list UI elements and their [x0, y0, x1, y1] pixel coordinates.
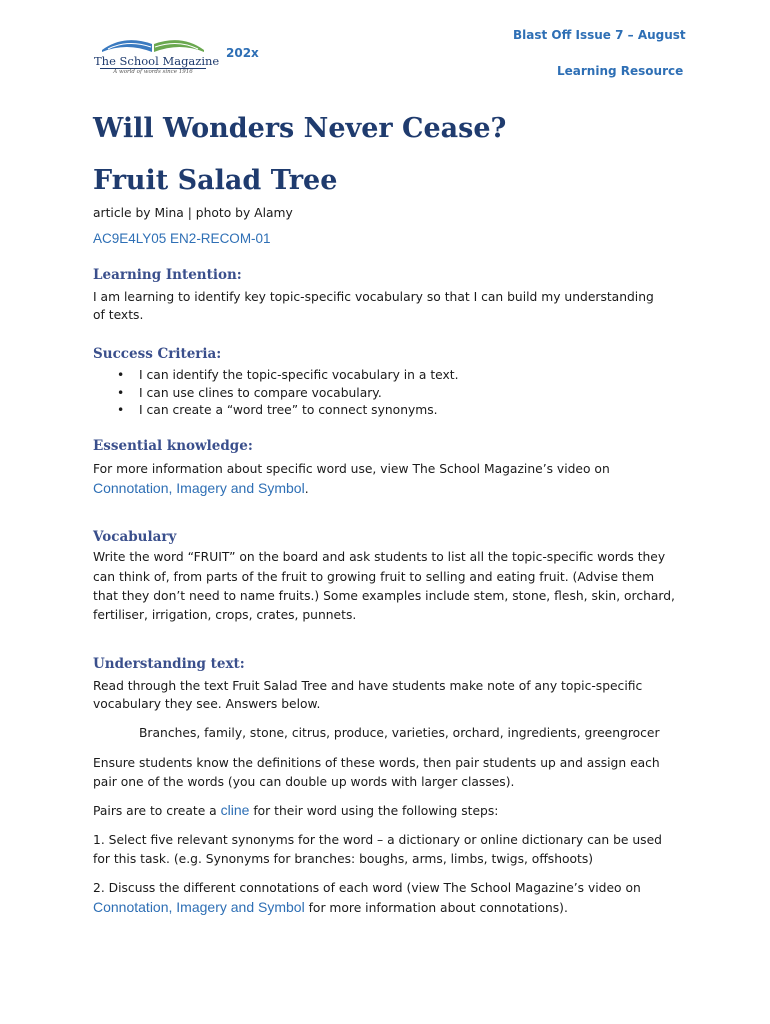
list-item: • I can identify the topic-specific vocabulary in a text.: [93, 367, 459, 385]
learning-intention-line: of texts.: [93, 308, 144, 322]
logo-name: The School Magazine: [94, 54, 220, 68]
video-link[interactable]: Connotation, Imagery and Symbol: [93, 480, 305, 496]
list-item: • I can create a “word tree” to connect synonyms.: [93, 402, 459, 420]
resource-label: Learning Resource: [557, 64, 684, 78]
understanding-intro-line: vocabulary they see. Answers below.: [93, 697, 321, 711]
vocabulary-line: that they don’t need to name fruits.) Some examples include stem, stone, flesh, skin, orchard,: [93, 589, 675, 603]
essential-knowledge-text: For more information about specific word use, view The School Magazine’s video on: [93, 462, 610, 476]
issue-year: 202x: [226, 46, 259, 60]
bullet-icon: •: [117, 385, 125, 400]
article-title: Fruit Salad Tree: [93, 165, 338, 196]
issue-line: Blast Off Issue 7 – August: [513, 28, 686, 42]
step-2-link-line: Connotation, Imagery and Symbol for more information about connotations).: [93, 899, 568, 915]
vocabulary-line: can think of, from parts of the fruit to growing fruit to selling and eating fruit. (Advise them: [93, 570, 655, 584]
learning-intention-line: I am learning to identify key topic-specific vocabulary so that I can build my understanding: [93, 290, 654, 304]
cline-link[interactable]: cline: [220, 802, 250, 818]
answer-words: Branches, family, stone, citrus, produce, varieties, orchard, ingredients, greengrocer: [139, 726, 660, 740]
success-criteria-heading: Success Criteria:: [93, 346, 222, 362]
list-item: • I can use clines to compare vocabulary.: [93, 385, 459, 403]
logo-tagline: A world of words since 1916: [113, 69, 193, 75]
essential-knowledge-link-line: Connotation, Imagery and Symbol.: [93, 480, 309, 496]
understanding-text-heading: Understanding text:: [93, 656, 245, 672]
byline: article by Mina | photo by Alamy: [93, 206, 293, 220]
page-title: Will Wonders Never Cease?: [93, 113, 507, 144]
essential-knowledge-heading: Essential knowledge:: [93, 438, 253, 454]
bullet-icon: •: [117, 368, 125, 382]
open-book-icon: [94, 30, 212, 54]
success-criteria-list: [93, 367, 459, 420]
bullet-icon: •: [117, 403, 125, 417]
ensure-line: Ensure students know the definitions of these words, then pair students up and assign each: [93, 756, 660, 770]
video-link[interactable]: Connotation, Imagery and Symbol: [93, 899, 305, 915]
step-2-line: 2. Discuss the different connotations of each word (view The School Magazine’s video on: [93, 881, 641, 895]
pairs-instruction: Pairs are to create a cline for their word using the following steps:: [93, 802, 499, 818]
vocabulary-line: fertiliser, irrigation, crops, crates, punnets.: [93, 608, 357, 622]
vocabulary-line: Write the word “FRUIT” on the board and ask students to list all the topic-specific words they: [93, 550, 666, 564]
understanding-intro-line: Read through the text Fruit Salad Tree and have students make note of any topic-specific: [93, 679, 643, 693]
step-1-line: 1. Select five relevant synonyms for the word – a dictionary or online dictionary can be used: [93, 833, 662, 847]
school-magazine-logo: [94, 30, 220, 78]
curriculum-codes: AC9E4LY05 EN2-RECOM-01: [93, 231, 271, 246]
ensure-line: pair one of the words (you can double up words with larger classes).: [93, 775, 515, 789]
learning-intention-heading: Learning Intention:: [93, 267, 242, 283]
vocabulary-heading: Vocabulary: [93, 529, 177, 545]
step-1-line: for this task. (e.g. Synonyms for branches: boughs, arms, limbs, twigs, offshoots): [93, 852, 594, 866]
